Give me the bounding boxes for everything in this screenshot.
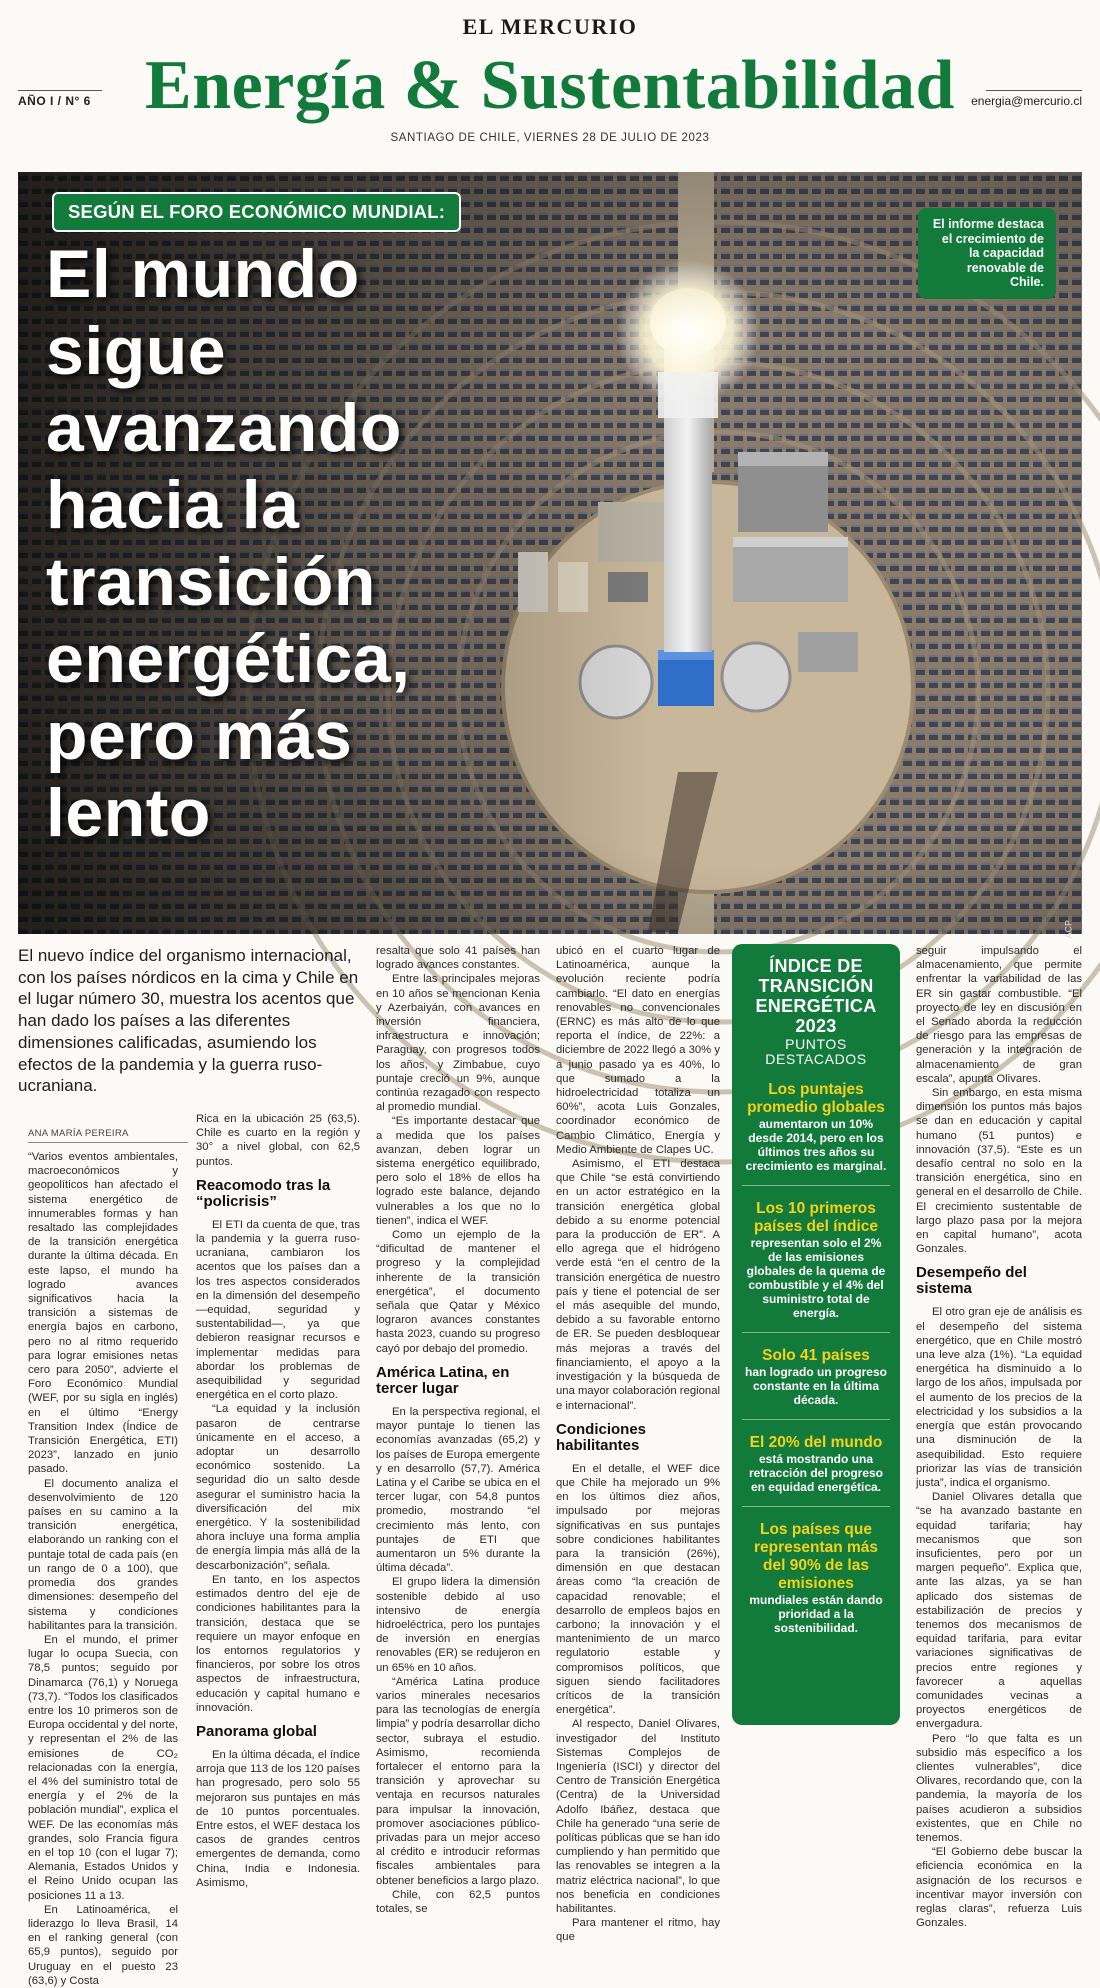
highlight-text: representan solo el 2% de las emisiones globales de la quema de combustible y el 4% del suministro total de energía.	[746, 1236, 886, 1320]
photo-callout-box: El informe destaca el crecimiento de la capacidad renovable de Chile.	[918, 208, 1056, 299]
highlight-text: está mostrando una retracción del progreso en equidad energética.	[748, 1452, 884, 1494]
sidebar-highlight	[742, 1185, 890, 1332]
paragraph: Para mantener el ritmo, hay que	[556, 1917, 720, 1944]
subheading-panorama-global: Panorama global	[196, 1722, 317, 1740]
section-title: Energía & Sustentabilidad	[145, 47, 955, 124]
highlight-heading: Solo 41 países	[762, 1347, 870, 1364]
subheading-america-latina: América Latina, en tercer lugar	[376, 1363, 510, 1397]
paragraph: En la última década, el índice arroja que 113 de los 120 países han progresado, pero solo 55 mejoraron sus puntajes en más de 10 puntos porcentuales. Entre estos, el WEF destaca los casos de grandes centros emergentes de demanda, como China, India e Indonesia. Asimismo,	[196, 1748, 360, 1889]
paragraph: “Es importante destacar que a medida que los países avanzan, deben lograr un sistema energético equilibrado, pero solo el 18% de ellos ha logrado este balance, dejando vulnerables a los que no lo tienen”, indica el WEF.	[376, 1115, 540, 1227]
article-column-1	[28, 1150, 178, 1988]
sidebar-highlight	[742, 1067, 890, 1185]
paragraph: “América Latina produce varios minerales necesarios para las tecnologías de energía limpia” y podría desarrollar dicho sector, subraya el estudio. Asimismo, recomienda fortalecer el entorno para la transición y aprovechar su ventaja en recursos naturales para impulsar la innovación, promover asociaciones público-privadas para un mejor acceso al crédito e introducir reformas fiscales ambientales para obtener beneficios a largo plazo.	[376, 1675, 540, 1887]
paragraph: “El Gobierno debe buscar la eficiencia económica en la asignación de los recursos e incentivar mayor inversión con reglas claras”, refuerza Luis Gonzales.	[916, 1846, 1082, 1930]
paragraph: El documento analiza el desenvolvimiento de 120 países en su camino a la transición energética, elaborando un ranking con el puntaje total de cada país (en un rango de 0 a 100), que promedia dos grandes dimensiones: desempeño del sistema y condiciones habilitantes para la transición.	[28, 1477, 178, 1632]
sidebar-highlight	[742, 1332, 890, 1419]
issue-number: AÑO I / N° 6	[18, 94, 91, 108]
paragraph: Pero “lo que falta es un subsidio más específico a los clientes vulnerables”, dice Olivares, recordando que, con la pandemia, la mayoría de los países acudieron a subsidios existentes, que en Chile no tenemos.	[916, 1732, 1082, 1844]
byline: ANA MARÍA PEREIRA	[28, 1128, 129, 1139]
paragraph: Como un ejemplo de la “dificultad de mantener el progreso y la complejidad inherente de la transición energética”, el documento señala que Qatar y México lograron avances constantes hasta 2023, cuando su progreso cayó por debajo del promedio.	[376, 1229, 540, 1355]
paragraph: El grupo lidera la dimensión sostenible debido al uso intensivo de energía hidroeléctrica, pero los puntajes de inversión en energías renovables (ER) se redujeron en un 65% en 10 años.	[376, 1576, 540, 1674]
paragraph: Daniel Olivares detalla que “se ha avanzado bastante en equidad tarifaria; hay mecanismos que son insuficientes, pero por un margen pequeño”. Explica que, ante las alzas, ya se han aplicado dos sistemas de estabilización de precios y tenemos dos mecanismos de equidad tarifaria, para evitar variaciones significativas de precios entre regiones y favorecer a aquellas comunidades vecinas a proyectos energéticos de envergadura.	[916, 1491, 1082, 1731]
highlight-text: aumentaron un 10% desde 2014, pero en los últimos tres años su crecimiento es marginal.	[745, 1117, 887, 1173]
dateline: SANTIAGO DE CHILE, VIERNES 28 DE JULIO DE 2023	[390, 132, 710, 144]
paragraph: “Varios eventos ambientales, macroeconómicos y geopolíticos han afectado el sistema energético de innumerables formas y han resaltado las complejidades de la transición energética durante la última década. En este lapso, el mundo ha logrado avances significativos hacia la transición a sistemas de energía bajos en carbono, pero no al ritmo requerido para lograr emisiones netas cero para 2050”, advierte el Foro Económico Mundial (WEF, por su sigla en inglés) en el último “Energy Transition Index (Índice de Transición Energética, ETI) 2023”, lanzado en junio pasado.	[28, 1151, 178, 1476]
sidebar-title: ÍNDICE DE TRANSICIÓN ENERGÉTICA 2023	[755, 956, 877, 1036]
masthead	[0, 0, 1100, 172]
headline-kicker: SEGÚN EL FORO ECONÓMICO MUNDIAL:	[52, 192, 461, 232]
paragraph: Entre las principales mejoras en 10 años se mencionan Kenia y Azerbaiyán, con avances en inversión financiera, infraestructura e innovación; Paraguay, con progresos todos los años, y Zimbabue, cuyo puntaje creció un 9%, aunque continúa rezagado con respecto al promedio mundial.	[376, 973, 540, 1114]
subheading-reacomodo: Reacomodo tras la “policrisis”	[196, 1176, 331, 1210]
highlight-text: han logrado un progreso constante en la última década.	[744, 1365, 887, 1407]
highlight-heading: El 20% del mundo	[749, 1434, 883, 1451]
photo-credit: ACP	[1064, 920, 1074, 939]
sidebar-highlight	[742, 1419, 890, 1506]
highlight-text: mundiales están dando prioridad a la sostenibilidad.	[749, 1593, 883, 1635]
paragraph: Asimismo, el ETI destaca que Chile “se está convirtiendo en un actor estratégico en la transición energética global debido a su enorme potencial para la producción de ER”. A ello agrega que el hidrógeno verde está “en el centro de la transición energética de nuestro país y tiene el potencial de ser el más asequible del mundo, debido a su favorable entorno de ER. Se pueden desbloquear más mejoras a través del financiamiento, el apoyo a la investigación y la búsqueda de una mayor colaboración regional e internacional”.	[556, 1158, 720, 1412]
highlight-heading: Los 10 primeros países del índice	[753, 1200, 879, 1235]
paragraph: El ETI da cuenta de que, tras la pandemia y la guerra ruso-ucraniana, cambiaron los acentos que los países dan a los tres aspectos considerados en la dimensión del desempeño —equidad, seguridad y sustentabilidad—, ya que debieron reasignar recursos e implementar medidas para abordar los problemas de asequibilidad y seguridad energética en el corto plazo.	[196, 1218, 360, 1402]
masthead-rule-right	[986, 90, 1082, 91]
paragraph: seguir impulsando el almacenamiento, que permite enfrentar la variabilidad de las ER sin gastar combustible. “El proyecto de ley en discusión en el Senado aborda la reducción de riesgo para las empresas de generación y la integración de almacenamiento de gran escala”, apunta Olivares.	[916, 945, 1082, 1085]
article-column-4	[556, 944, 720, 1945]
paragraph: Chile, con 62,5 puntos totales, se	[376, 1888, 540, 1915]
paragraph: “La equidad y la inclusión pasaron de centrarse únicamente en el acceso, a adoptar un desarrollo económico sostenido. La seguridad dio un salto desde asegurar el suministro hacia la diversificación del mix energético. Y la sostenibilidad ahora incluye una forma amplia de energía limpia más allá de la descarbonización”, señala.	[196, 1403, 360, 1572]
article-column-3	[376, 944, 540, 1916]
article-column-5	[916, 944, 1082, 1930]
byline-rule	[28, 1142, 188, 1143]
highlight-heading: Los puntajes promedio globales	[747, 1081, 885, 1116]
sidebar-subtitle: PUNTOS DESTACADOS	[765, 1036, 867, 1067]
paragraph: ubicó en el cuarto lugar de Latinoamérica, aunque la evolución reciente podría cambiarlo. “El dato en energías renovables no convencionales (ERNC) es más alto de lo que reporta el índice, de 22%: a diciembre de 2022 llegó a 30% y a junio pasado ya es 40%, lo que sumado a la hidroelectricidad totaliza un 60%”, acota Luis Gonzales, coordinador económico de Cambio Climático, Energía y Medio Ambiente de Clapes UC.	[556, 945, 720, 1156]
paragraph: El otro gran eje de análisis es el desempeño del sistema energético, que en Chile mostró una leve alza (1%). “La equidad energética ha disminuido a lo largo de los años, impulsada por el aumento de los precios de la electricidad y los subsidios a la energía que están provocando una disminución de la asequibilidad. Esto requiere priorizar las vías de transición justa”, indica el organismo.	[916, 1306, 1082, 1489]
paragraph: Al respecto, Daniel Olivares, investigador del Instituto Sistemas Complejos de Ingeniería (ISCI) y director del Centro de Transición Energética (Centra) de la Universidad Adolfo Ibáñez, destaca que Chile ha generado “una serie de políticas públicas que se han ido cumpliendo y han permitido que las renovables se integren a la matriz eléctrica nacional”, lo que nos beneficia en condiciones habilitantes.	[556, 1718, 720, 1915]
paragraph: En el detalle, el WEF dice que Chile ha mejorado un 9% en los últimos diez años, impulsado por mejoras significativas en sus puntajes sobre condiciones habilitantes para la transición (26%), dimensión en que destacan áreas como “la creación de capacidad renovable; el desarrollo de empleos bajos en carbono; la innovación y el mantenimiento de un marco regulatorio estable y compromisos políticos, que siguen siendo facilitadores críticos de la transición energética”.	[556, 1462, 720, 1717]
highlights-sidebar	[732, 944, 900, 1725]
article-lede: El nuevo índice del organismo internacional, con los países nórdicos en la cima y Chile en el lugar número 30, muestra los acentos que han dado los países a las diferentes dimensiones calificadas, asumiendo los efectos de la pandemia y la guerra ruso-ucraniana.	[18, 946, 359, 1096]
highlight-heading: Los países que representan más del 90% de las emisiones	[753, 1521, 879, 1592]
paragraph: En tanto, en los aspectos estimados dentro del eje de condiciones habilitantes para la transición, destaca que se requiere un mayor enfoque en los entornos regulatorios y financieros, por sobre los otros aspectos de infraestructura, educación y capital humano e innovación.	[196, 1573, 360, 1714]
subheading-condiciones-habilitantes: Condiciones habilitantes	[556, 1420, 647, 1454]
newspaper-name: EL MERCURIO	[462, 14, 638, 39]
contact-email[interactable]: energia@mercurio.cl	[971, 94, 1082, 108]
article-column-2	[196, 1112, 360, 1890]
paragraph: En la perspectiva regional, el mayor puntaje lo tienen las economías avanzadas (65,2) y los países de Europa emergente y en desarrollo (57,7). América Latina y el Caribe se ubica en el tercer lugar, con 54,8 puntos promedio, mostrando “el crecimiento más lento, con puntajes de ETI que aumentaron un 5% durante la última década”.	[376, 1405, 540, 1575]
paragraph: En Latinoamérica, el liderazgo lo lleva Brasil, 14 en el ranking general (con 65,9 puntos), seguido por Uruguay en el puesto 23 (63,6) y Costa	[28, 1903, 178, 1987]
paragraph: resalta que solo 41 países han logrado avances constantes.	[376, 945, 540, 972]
main-headline: El mundo sigue avanzando hacia la transición energética, pero más lento	[46, 236, 411, 851]
subheading-desempeno-sistema: Desempeño del sistema	[916, 1264, 1027, 1298]
sidebar-highlight	[742, 1506, 890, 1647]
paragraph: Rica en la ubicación 25 (63,5). Chile es cuarto en la región y 30° a nivel global, con 62,5 puntos.	[196, 1113, 360, 1168]
hero-photo	[18, 172, 1082, 939]
paragraph: En el mundo, el primer lugar lo ocupa Suecia, con 78,5 puntos; seguido por Dinamarca (76,1) y Noruega (73,7). “Todos los clasificados entre los 10 primeros son de Europa occidental y del norte, y representan el 2% de las emisiones de CO₂ relacionadas con la energía, el 4% del suministro total de energía y el 2% de la población mundial”, explica el WEF. De las economías más grandes, solo Francia figura en el top 10 (con el lugar 7); Alemania, Estados Unidos y el Reino Unido ocupan las posiciones 11 a 13.	[28, 1633, 178, 1902]
paragraph: Sin embargo, en esta misma dimensión los puntos más bajos se dan en educación y capital humano (51 puntos) e innovación (37,5). “Este es un desafío central no solo en la transición energética, sino en general en el desarrollo de Chile. El crecimiento sustentable de largo plazo pasa por la mejora en capital humano”, acota Gonzales.	[916, 1087, 1082, 1256]
